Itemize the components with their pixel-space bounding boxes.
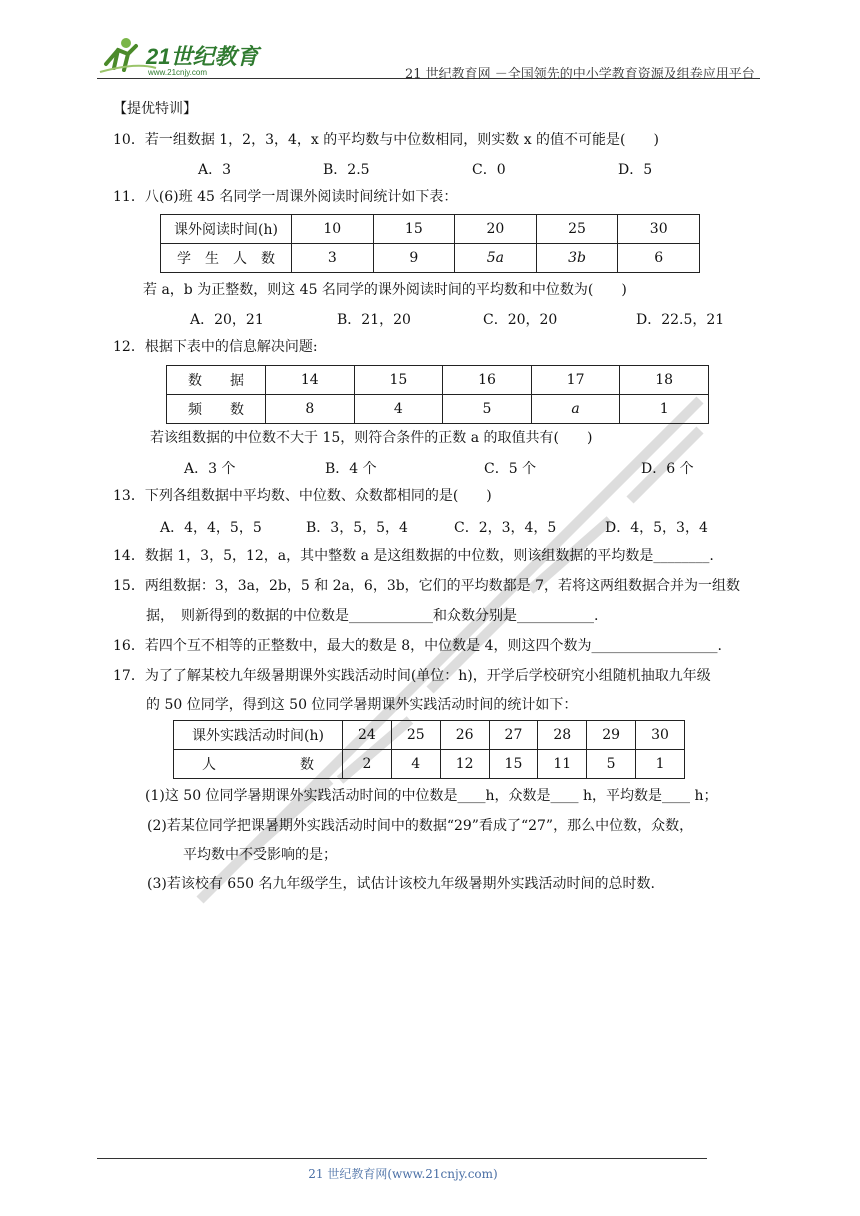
table-cell: 2 xyxy=(343,750,392,779)
question-11-stem: 11．八(6)班 45 名同学一周课外阅读时间统计如下表： xyxy=(113,189,458,205)
table-cell: 3 xyxy=(292,244,374,273)
svg-text:www.21cnjy.com: www.21cnjy.com xyxy=(148,68,207,77)
q10-option-a: A．3 xyxy=(198,162,232,178)
table-cell: 频 数 xyxy=(167,395,266,424)
table-cell: 20 xyxy=(455,215,537,244)
table-cell: 1 xyxy=(636,750,685,779)
table-cell: 10 xyxy=(292,215,374,244)
table-cell: 6 xyxy=(618,244,700,273)
table-cell: 9 xyxy=(373,244,455,273)
question-16-stem: 16．若四个互不相等的正整数中，最大的数是 8，中位数是 4，则这四个数为__________________. xyxy=(113,638,722,654)
footer-text: 21 世纪教育网(www.21cnjy.com) xyxy=(308,1167,498,1181)
table-cell: 12 xyxy=(440,750,489,779)
table-cell: 26 xyxy=(440,721,489,750)
table-cell: 4 xyxy=(354,395,443,424)
table-cell: 人 数 xyxy=(174,750,343,779)
q12-option-b: B．4 个 xyxy=(325,461,377,477)
table-cell: 8 xyxy=(266,395,355,424)
table-cell: 15 xyxy=(489,750,538,779)
table-cell: 25 xyxy=(391,721,440,750)
table-row xyxy=(161,215,700,244)
question-15-line-1: 15．两组数据：3，3a，2b，5 和 2a，6，3b，它们的平均数都是 7，若将这两组数据合并为一组数 xyxy=(113,578,741,594)
q12-option-c: C．5 个 xyxy=(484,461,537,477)
table-cell: 25 xyxy=(536,215,618,244)
svg-text:21世纪教育: 21世纪教育 xyxy=(146,44,259,69)
q13-option-b: B．3，5，5，4 xyxy=(306,520,408,536)
question-13-stem: 13．下列各组数据中平均数、中位数、众数都相同的是( ) xyxy=(113,488,492,504)
table-cell: 5 xyxy=(443,395,532,424)
q13-option-a: A．4，4，5，5 xyxy=(160,520,262,536)
footer-divider xyxy=(97,1158,707,1159)
q11-option-c: C．20，20 xyxy=(483,312,558,328)
table-cell: 15 xyxy=(354,366,443,395)
site-logo xyxy=(96,34,266,78)
q10-option-d: D．5 xyxy=(618,162,653,178)
table-cell: 3b xyxy=(536,244,618,273)
question-17-line-1: 17．为了了解某校九年级暑期课外实践活动时间(单位：h)，开学后学校研究小组随机抽取九年级 xyxy=(113,668,711,684)
header-tagline: 21 世纪教育网 －全国领先的中小学教育资源及组卷应用平台 xyxy=(405,67,755,82)
table-cell: 数 据 xyxy=(167,366,266,395)
q10-option-c: C．0 xyxy=(472,162,506,178)
header-divider xyxy=(97,78,760,79)
table-cell: 5 xyxy=(587,750,636,779)
table-cell: 30 xyxy=(636,721,685,750)
q11-option-d: D．22.5，21 xyxy=(636,312,725,328)
runner-logo-icon xyxy=(96,34,266,78)
table-cell: 24 xyxy=(343,721,392,750)
table-cell: 14 xyxy=(266,366,355,395)
table-cell: 30 xyxy=(618,215,700,244)
table-cell: 11 xyxy=(538,750,587,779)
table-cell: 18 xyxy=(620,366,709,395)
table-row xyxy=(161,244,700,273)
question-15-line-2: 据， 则新得到的数据的中位数是____________和众数分别是___________. xyxy=(146,608,599,624)
q11-follow-up: 若 a，b 为正整数，则这 45 名同学的课外阅读时间的平均数和中位数为( ) xyxy=(143,282,627,298)
table-cell: 17 xyxy=(531,366,620,395)
q17-subquestion-2-line-2: 平均数中不受影响的是； xyxy=(183,847,337,863)
q17-subquestion-3: (3)若该校有 650 名九年级学生，试估计该校九年级暑期外实践活动时间的总时数. xyxy=(147,876,655,892)
table-row xyxy=(174,721,685,750)
activity-time-table xyxy=(173,720,685,779)
q13-option-d: D．4，5，3，4 xyxy=(605,520,708,536)
table-cell: 5a xyxy=(455,244,537,273)
table-row xyxy=(174,750,685,779)
table-cell: a xyxy=(531,395,620,424)
table-row xyxy=(167,366,709,395)
table-cell: 学 生 人 数 xyxy=(161,244,292,273)
question-17-line-2: 的 50 位同学，得到这 50 位同学暑期课外实践活动时间的统计如下： xyxy=(146,697,578,713)
table-cell: 1 xyxy=(620,395,709,424)
table-cell: 29 xyxy=(587,721,636,750)
q12-follow-up: 若该组数据的中位数不大于 15，则符合条件的正数 a 的取值共有( ) xyxy=(150,430,593,446)
table-cell: 28 xyxy=(538,721,587,750)
table-cell: 课外阅读时间(h) xyxy=(161,215,292,244)
q11-option-b: B．21，20 xyxy=(337,312,411,328)
question-14-stem: 14．数据 1，3，5，12，a，其中整数 a 是这组数据的中位数，则该组数据的平均数是________. xyxy=(113,548,714,564)
table-cell: 16 xyxy=(443,366,532,395)
q13-option-c: C．2，3，4，5 xyxy=(454,520,557,536)
reading-time-table xyxy=(160,214,700,273)
table-cell: 课外实践活动时间(h) xyxy=(174,721,343,750)
frequency-table xyxy=(166,365,709,424)
question-12-stem: 12．根据下表中的信息解决问题: xyxy=(113,339,318,355)
q10-option-b: B．2.5 xyxy=(323,162,370,178)
q17-subquestion-1: (1)这 50 位同学暑期课外实践活动时间的中位数是____h，众数是____ h，平均数是____ h； xyxy=(145,788,718,804)
q17-subquestion-2-line-1: (2)若某位同学把课暑期外实践活动时间中的数据“29”看成了“27”，那么中位数，众数， xyxy=(147,818,694,834)
table-cell: 4 xyxy=(391,750,440,779)
table-cell: 15 xyxy=(373,215,455,244)
q12-option-a: A．3 个 xyxy=(184,461,236,477)
q12-option-d: D．6 个 xyxy=(641,461,694,477)
section-title: 【提优特训】 xyxy=(113,101,197,117)
table-cell: 27 xyxy=(489,721,538,750)
table-row xyxy=(167,395,709,424)
q11-option-a: A．20，21 xyxy=(190,312,264,328)
question-10-stem: 10．若一组数据 1，2，3，4，x 的平均数与中位数相同，则实数 x 的值不可能是( ) xyxy=(113,132,659,148)
